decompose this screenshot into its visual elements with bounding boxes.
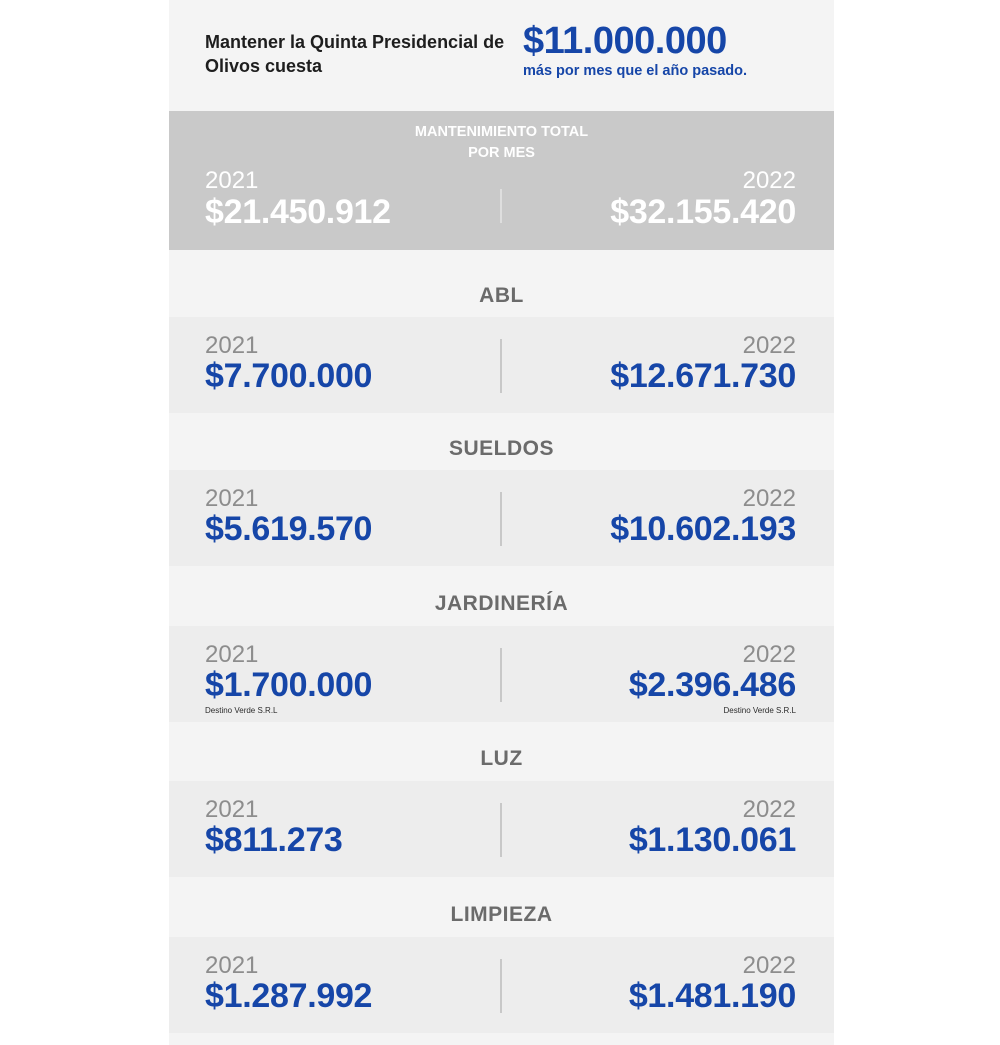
jardineria-year-2021: 2021 — [205, 641, 259, 668]
section-row-jardineria — [169, 626, 834, 722]
limpieza-amount-2021: $1.287.992 — [205, 977, 373, 1015]
luz-year-2021: 2021 — [205, 796, 259, 823]
section-row-sueldos — [169, 470, 834, 566]
abl-amount-2022: $12.671.730 — [610, 357, 796, 395]
section-row-limpieza — [169, 937, 834, 1033]
total-title-line1: MANTENIMIENTO TOTAL — [414, 124, 589, 140]
sueldos-year-2022: 2022 — [742, 485, 796, 512]
infographic-card — [169, 0, 834, 1045]
abl-year-2021: 2021 — [205, 332, 259, 359]
section-row-abl — [169, 317, 834, 413]
section-title-sueldos: SUELDOS — [448, 437, 554, 460]
section-title-jardineria: JARDINERÍA — [434, 592, 569, 615]
total-title — [169, 122, 834, 164]
header-increase-caption: más por mes que el año pasado. — [523, 63, 748, 79]
total-amount-2021: $21.450.912 — [205, 193, 391, 231]
jardineria-provider-2022: Destino Verde S.R.L — [723, 706, 796, 715]
total-maintenance-banner — [169, 111, 834, 250]
section-row-luz — [169, 781, 834, 877]
jardineria-amount-2021: $1.700.000 — [205, 666, 373, 704]
abl-divider — [500, 339, 502, 393]
jardineria-provider-2021: Destino Verde S.R.L — [205, 706, 278, 715]
section-title-limpieza: LIMPIEZA — [450, 903, 553, 926]
section-title-abl: ABL — [479, 284, 524, 307]
total-amount-2022: $32.155.420 — [610, 193, 796, 231]
limpieza-year-2021: 2021 — [205, 952, 259, 979]
total-year-2021: 2021 — [205, 167, 259, 194]
header-increase-amount: $11.000.000 — [523, 20, 727, 62]
abl-year-2022: 2022 — [742, 332, 796, 359]
total-year-2022: 2022 — [742, 167, 796, 194]
limpieza-divider — [500, 959, 502, 1013]
jardineria-divider — [500, 648, 502, 702]
header — [169, 0, 834, 111]
total-title-line2: POR MES — [468, 145, 535, 161]
sueldos-amount-2021: $5.619.570 — [205, 510, 373, 548]
jardineria-amount-2022: $2.396.486 — [628, 666, 796, 704]
header-lead-text: Mantener la Quinta Presidencial de Olivos cuesta — [205, 32, 505, 76]
luz-amount-2022: $1.130.061 — [628, 821, 796, 859]
luz-year-2022: 2022 — [742, 796, 796, 823]
limpieza-year-2022: 2022 — [742, 952, 796, 979]
sueldos-year-2021: 2021 — [205, 485, 259, 512]
limpieza-amount-2022: $1.481.190 — [628, 977, 796, 1015]
section-title-luz: LUZ — [480, 747, 523, 770]
abl-amount-2021: $7.700.000 — [205, 357, 373, 395]
jardineria-year-2022: 2022 — [742, 641, 796, 668]
luz-amount-2021: $811.273 — [205, 821, 343, 859]
total-divider — [500, 189, 502, 223]
sueldos-amount-2022: $10.602.193 — [610, 510, 796, 548]
luz-divider — [500, 803, 502, 857]
sueldos-divider — [500, 492, 502, 546]
